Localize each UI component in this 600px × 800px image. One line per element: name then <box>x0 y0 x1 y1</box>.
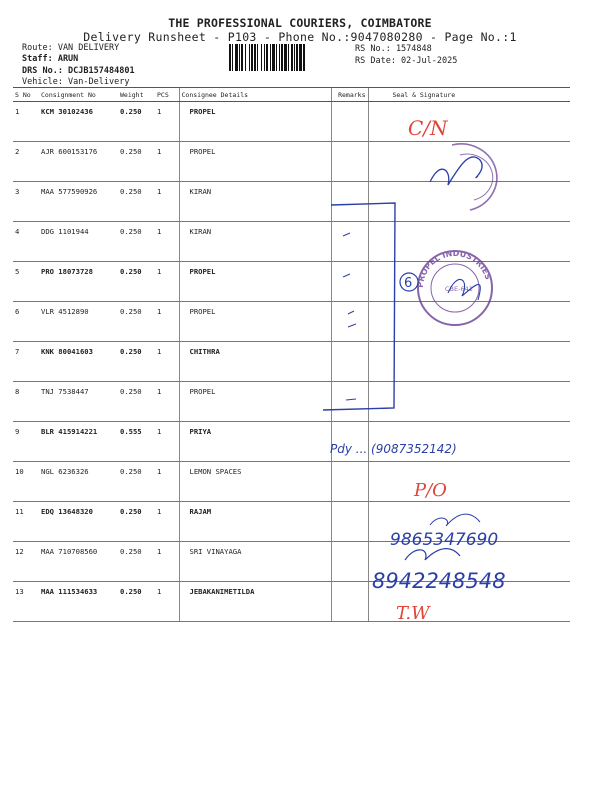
sno-cell: 10 <box>13 462 39 502</box>
signature-scribble <box>430 157 482 185</box>
pcs-cell: 1 <box>155 262 179 302</box>
pcs-cell: 1 <box>155 542 179 582</box>
pcs-cell: 1 <box>155 502 179 542</box>
consignment-number: AJR 600153176 <box>39 142 118 182</box>
column-header: Remarks <box>331 88 368 102</box>
red-note-po: P/O <box>414 480 447 501</box>
drs-number: DRS No.: DCJB157484801 <box>22 66 135 76</box>
consignee-name: SRI VINAYAGA <box>179 542 331 582</box>
weight-cell: 0.250 <box>118 302 155 342</box>
column-header: Seal & Signature <box>368 88 570 102</box>
blue-bracket <box>323 203 395 410</box>
consignment-number: MAA 710708560 <box>39 542 118 582</box>
consignee-name: PROPEL <box>179 262 331 302</box>
blue-six: 6 <box>404 276 413 291</box>
sno-cell: 12 <box>13 542 39 582</box>
sno-cell: 6 <box>13 302 39 342</box>
consignee-name: RAJAM <box>179 502 331 542</box>
sno-cell: 3 <box>13 182 39 222</box>
consignment-number: KCM 30102436 <box>39 102 118 142</box>
route-label: Route: VAN DELIVERY <box>22 43 120 53</box>
consignee-name: KIRAN <box>179 182 331 222</box>
rs-number: RS No.: 1574848 <box>355 44 432 54</box>
consignee-name: CHITHRA <box>179 342 331 382</box>
weight-cell: 0.250 <box>118 582 155 622</box>
consignee-name: KIRAN <box>179 222 331 262</box>
pcs-cell: 1 <box>155 182 179 222</box>
sno-cell: 1 <box>13 102 39 142</box>
blue-phone-1: 9865347690 <box>390 530 499 550</box>
column-header: Weight <box>118 88 155 102</box>
consignment-number: VLR 4512890 <box>39 302 118 342</box>
consignee-name: PROPEL <box>179 382 331 422</box>
company-seal <box>416 249 493 325</box>
consignment-number: MAA 577590926 <box>39 182 118 222</box>
blue-phone-2: 8942248548 <box>372 569 506 593</box>
sno-cell: 13 <box>13 582 39 622</box>
signature-scribble <box>430 514 480 526</box>
seal-text: PROPEL INDUSTRIES <box>415 248 493 289</box>
sno-cell: 7 <box>13 342 39 382</box>
weight-cell: 0.555 <box>118 422 155 462</box>
vehicle-label: Vehicle: Van-Delivery <box>22 77 130 87</box>
pcs-cell: 1 <box>155 342 179 382</box>
pcs-cell: 1 <box>155 302 179 342</box>
weight-cell: 0.250 <box>118 502 155 542</box>
weight-cell: 0.250 <box>118 182 155 222</box>
tick-marks <box>343 233 356 400</box>
sno-cell: 8 <box>13 382 39 422</box>
weight-cell: 0.250 <box>118 262 155 302</box>
seal-subtext: CBE-641 <box>445 285 473 293</box>
weight-cell: 0.250 <box>118 542 155 582</box>
company-title: THE PROFESSIONAL COURIERS, COIMBATORE <box>168 16 432 30</box>
column-header: S No <box>13 88 39 102</box>
sno-cell: 5 <box>13 262 39 302</box>
weight-cell: 0.250 <box>118 142 155 182</box>
consignment-number: BLR 415914221 <box>39 422 118 462</box>
runsheet-subtitle: Delivery Runsheet - P103 - Phone No.:9047080280 - Page No.:1 <box>83 30 517 44</box>
consignee-name: PROPEL <box>179 302 331 342</box>
weight-cell: 0.250 <box>118 222 155 262</box>
pcs-cell: 1 <box>155 222 179 262</box>
blue-note-row9: Pdy ... (9087352142) <box>330 442 457 456</box>
weight-cell: 0.250 <box>118 102 155 142</box>
pcs-cell: 1 <box>155 462 179 502</box>
staff-label: Staff: ARUN <box>22 54 79 64</box>
sno-cell: 2 <box>13 142 39 182</box>
rs-date: RS Date: 02-Jul-2025 <box>355 56 458 66</box>
pcs-cell: 1 <box>155 382 179 422</box>
pcs-cell: 1 <box>155 422 179 462</box>
consignment-number: KNK 80041603 <box>39 342 118 382</box>
red-note-cn: C/N <box>408 116 448 140</box>
weight-cell: 0.250 <box>118 462 155 502</box>
sno-cell: 9 <box>13 422 39 462</box>
consignment-number: PRO 18073728 <box>39 262 118 302</box>
consignee-name: PROPEL <box>179 142 331 182</box>
consignee-name: PROPEL <box>179 102 331 142</box>
consignment-number: EDQ 13648320 <box>39 502 118 542</box>
column-header: Consignee Details <box>179 88 331 102</box>
sno-cell: 11 <box>13 502 39 542</box>
consignment-number: NGL 6236326 <box>39 462 118 502</box>
stamp-partial <box>452 144 497 210</box>
consignment-number: DDG 1101944 <box>39 222 118 262</box>
consignment-number: TNJ 7538447 <box>39 382 118 422</box>
column-header: PCS <box>155 88 179 102</box>
consignment-number: MAA 111534633 <box>39 582 118 622</box>
column-header: Consignment No <box>39 88 118 102</box>
weight-cell: 0.250 <box>118 342 155 382</box>
pcs-cell: 1 <box>155 142 179 182</box>
pcs-cell: 1 <box>155 102 179 142</box>
red-note-tw: T.W <box>396 603 430 624</box>
consignee-name: LEMON SPACES <box>179 462 331 502</box>
consignee-name: JEBAKANIMETILDA <box>179 582 331 622</box>
consignee-name: PRIYA <box>179 422 331 462</box>
sno-cell: 4 <box>13 222 39 262</box>
signature-scribble <box>405 549 460 560</box>
pcs-cell: 1 <box>155 582 179 622</box>
weight-cell: 0.250 <box>118 382 155 422</box>
